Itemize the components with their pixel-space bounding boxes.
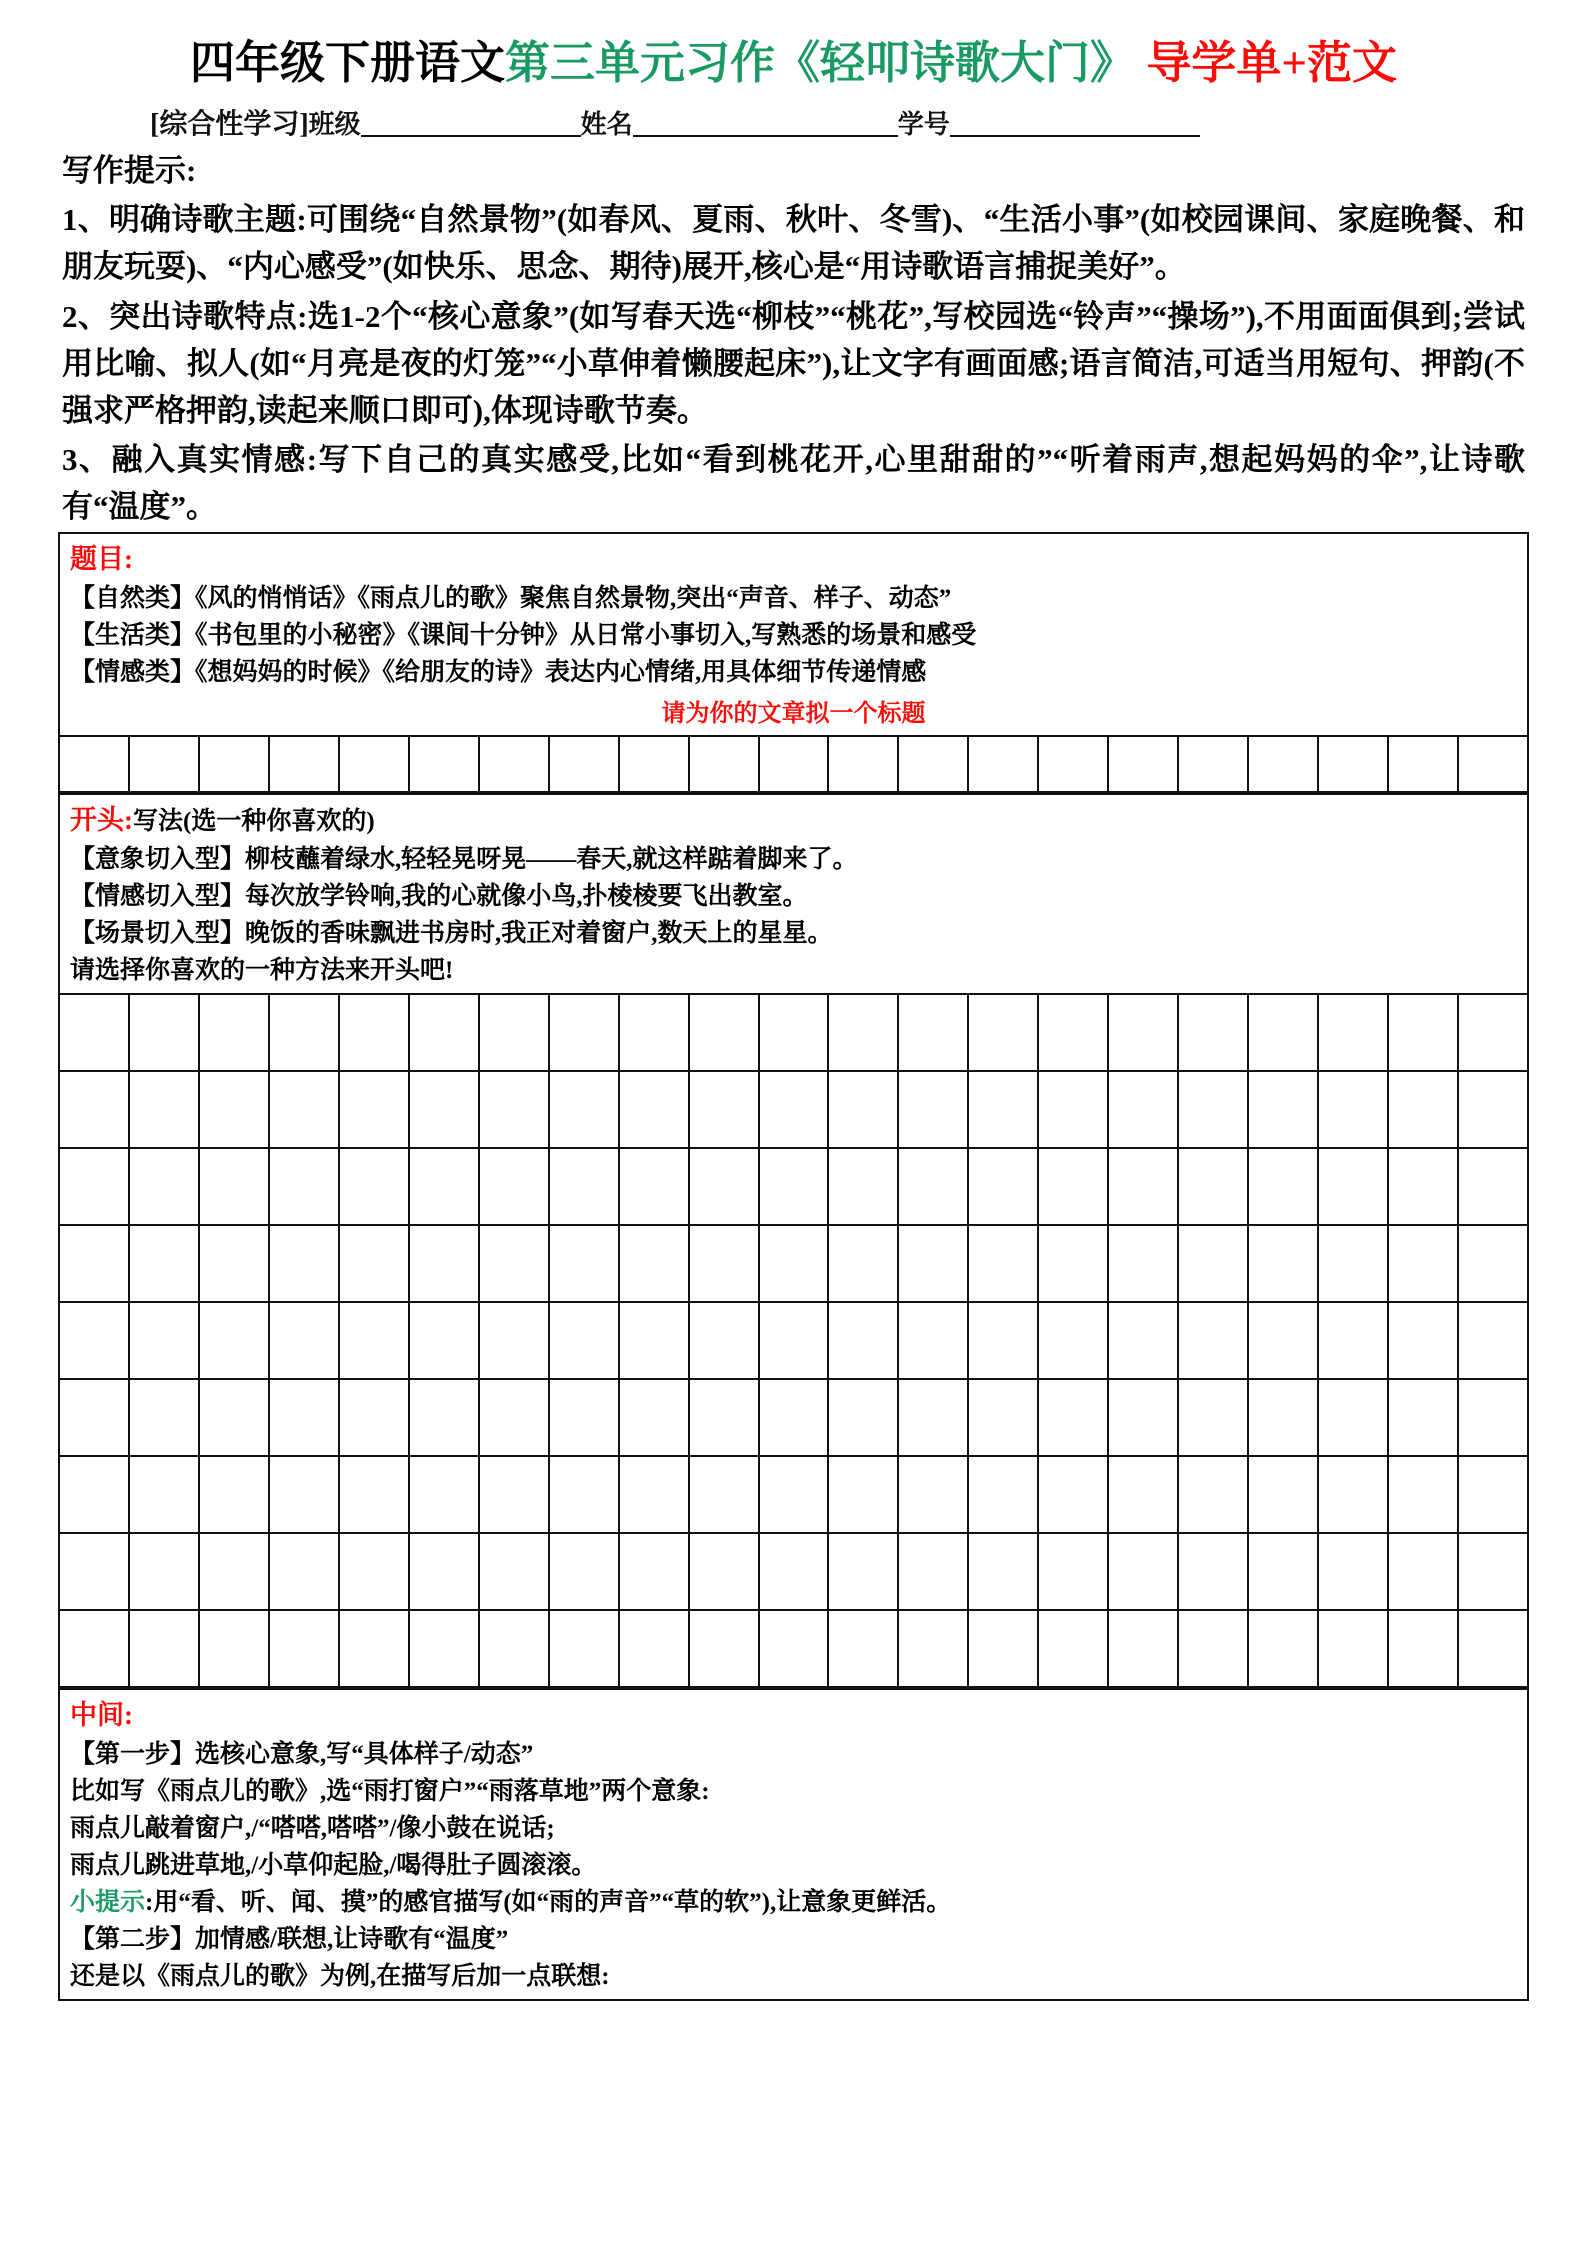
name-input-blank[interactable] (633, 111, 898, 137)
grid-cell[interactable] (130, 1380, 200, 1457)
grid-cell[interactable] (1179, 1534, 1249, 1611)
grid-cell[interactable] (1319, 1380, 1389, 1457)
grid-cell[interactable] (200, 1534, 270, 1611)
grid-cell[interactable] (899, 1534, 969, 1611)
class-label: 班级 (308, 109, 361, 139)
opening-label-row (70, 801, 1517, 841)
grid-cell[interactable] (899, 1149, 969, 1226)
grid-cell[interactable] (1179, 1226, 1249, 1303)
grid-cell[interactable] (899, 1303, 969, 1380)
grid-cell[interactable] (270, 1534, 340, 1611)
name-label: 姓名 (580, 109, 633, 139)
grid-cell[interactable] (60, 1226, 130, 1303)
grid-cell[interactable] (829, 737, 899, 793)
opening-section-label: 开头: (70, 805, 133, 835)
grid-cell[interactable] (340, 1611, 410, 1688)
grid-cell[interactable] (829, 1611, 899, 1688)
grid-cell[interactable] (620, 1534, 690, 1611)
grid-cell[interactable] (1109, 1611, 1179, 1688)
grid-cell[interactable] (1039, 1149, 1109, 1226)
grid-cell[interactable] (130, 1611, 200, 1688)
grid-cell[interactable] (1319, 1149, 1389, 1226)
grid-cell[interactable] (200, 1149, 270, 1226)
grid-cell[interactable] (1249, 1226, 1319, 1303)
grid-cell[interactable] (1179, 737, 1249, 793)
middle-section-label: 中间: (70, 1699, 133, 1730)
grid-cell[interactable] (829, 1457, 899, 1534)
grid-cell[interactable] (1109, 1149, 1179, 1226)
writing-tip-item-1: 1、明确诗歌主题:可围绕“自然景物”(如春风、夏雨、秋叶、冬雪)、“生活小事”(如校园课间、家庭晚餐、和朋友玩耍)、“内心感受”(如快乐、思念、期待)展开,核心是“用诗歌语言捕捉美好”。 (62, 202, 1525, 285)
grid-cell[interactable] (60, 1303, 130, 1380)
middle-panel (58, 1688, 1529, 2001)
grid-cell[interactable] (130, 1149, 200, 1226)
grid-cell[interactable] (200, 1226, 270, 1303)
grid-cell[interactable] (550, 1534, 620, 1611)
grid-cell[interactable] (340, 1226, 410, 1303)
grid-cell[interactable] (1249, 1380, 1319, 1457)
grid-cell[interactable] (130, 1072, 200, 1149)
grid-cell[interactable] (1109, 1380, 1179, 1457)
middle-line-step1: 【第一步】选核心意象,写“具体样子/动态” (70, 1740, 534, 1768)
grid-cell[interactable] (1319, 1457, 1389, 1534)
page-title (0, 0, 1587, 90)
grid-cell[interactable] (1039, 1303, 1109, 1380)
study-type-bracket: [综合性学习] (150, 108, 309, 140)
grid-cell[interactable] (1319, 1534, 1389, 1611)
grid-cell[interactable] (1319, 1611, 1389, 1688)
grid-cell[interactable] (550, 1226, 620, 1303)
grid-cell[interactable] (1179, 995, 1249, 1072)
grid-cell[interactable] (1039, 1380, 1109, 1457)
grid-cell[interactable] (1389, 1226, 1459, 1303)
grid-cell[interactable] (270, 1072, 340, 1149)
grid-cell[interactable] (829, 995, 899, 1072)
number-input-blank[interactable] (950, 111, 1200, 137)
grid-cell[interactable] (1109, 1457, 1179, 1534)
grid-cell[interactable] (270, 1380, 340, 1457)
grid-cell[interactable] (480, 995, 550, 1072)
grid-cell[interactable] (550, 995, 620, 1072)
grid-cell[interactable] (620, 1149, 690, 1226)
grid-cell[interactable] (480, 1226, 550, 1303)
grid-cell[interactable] (760, 995, 830, 1072)
grid-cell[interactable] (270, 1149, 340, 1226)
middle-line-step2: 【第二步】加情感/联想,让诗歌有“温度” (70, 1925, 509, 1953)
grid-cell[interactable] (550, 1303, 620, 1380)
grid-cell[interactable] (1459, 1457, 1529, 1534)
grid-cell[interactable] (829, 1534, 899, 1611)
grid-cell[interactable] (200, 1611, 270, 1688)
middle-line-example-intro: 比如写《雨点儿的歌》,选“雨打窗户”“雨落草地”两个意象: (70, 1777, 710, 1805)
grid-cell[interactable] (60, 1534, 130, 1611)
topic-prompt: 请为你的文章拟一个标题 (661, 701, 926, 727)
grid-cell[interactable] (1459, 1534, 1529, 1611)
grid-cell[interactable] (60, 995, 130, 1072)
grid-cell[interactable] (690, 1072, 760, 1149)
grid-cell[interactable] (1459, 1380, 1529, 1457)
grid-cell[interactable] (1389, 1380, 1459, 1457)
grid-cell[interactable] (1179, 1303, 1249, 1380)
grid-cell[interactable] (969, 1149, 1039, 1226)
grid-cell[interactable] (410, 1611, 480, 1688)
grid-cell[interactable] (1389, 1072, 1459, 1149)
grid-cell[interactable] (760, 1072, 830, 1149)
grid-cell[interactable] (1249, 1303, 1319, 1380)
grid-cell[interactable] (340, 1380, 410, 1457)
opening-line-imagery: 【意象切入型】柳枝蘸着绿水,轻轻晃呀晃——春天,就这样踮着脚来了。 (70, 845, 858, 873)
grid-cell[interactable] (1389, 1611, 1459, 1688)
grid-cell[interactable] (899, 1457, 969, 1534)
grid-cell[interactable] (1039, 1226, 1109, 1303)
grid-cell[interactable] (200, 995, 270, 1072)
grid-cell[interactable] (899, 1611, 969, 1688)
grid-cell[interactable] (690, 1534, 760, 1611)
writing-tips-heading: 写作提示: (62, 153, 197, 189)
grid-cell[interactable] (270, 995, 340, 1072)
grid-cell[interactable] (480, 1149, 550, 1226)
grid-cell[interactable] (760, 1303, 830, 1380)
grid-cell[interactable] (1109, 1072, 1179, 1149)
grid-cell[interactable] (1039, 1457, 1109, 1534)
grid-cell[interactable] (969, 1072, 1039, 1149)
grid-cell[interactable] (340, 1149, 410, 1226)
grid-cell[interactable] (1109, 1303, 1179, 1380)
grid-cell[interactable] (550, 1457, 620, 1534)
grid-cell[interactable] (60, 1149, 130, 1226)
grid-cell[interactable] (550, 737, 620, 793)
grid-cell[interactable] (690, 995, 760, 1072)
grid-cell[interactable] (60, 1611, 130, 1688)
composition-writing-grid[interactable] (58, 993, 1529, 1688)
grid-cell[interactable] (1459, 1149, 1529, 1226)
grid-cell[interactable] (1179, 1457, 1249, 1534)
middle-panel-body (60, 1690, 1527, 1999)
grid-cell[interactable] (969, 1226, 1039, 1303)
grid-cell[interactable] (760, 1457, 830, 1534)
middle-line-verse-2: 雨点儿跳进草地,/小草仰起脸,/喝得肚子圆滚滚。 (70, 1851, 597, 1879)
grid-cell[interactable] (620, 995, 690, 1072)
writing-tip-item-3: 3、融入真实情感:写下自己的真实感受,比如“看到桃花开,心里甜甜的”“听着雨声,想起妈妈的伞”,让诗歌有“温度”。 (62, 441, 1525, 524)
grid-cell[interactable] (1249, 1611, 1319, 1688)
grid-cell[interactable] (480, 1611, 550, 1688)
hint-label: 小提示 (70, 1888, 146, 1916)
grid-cell[interactable] (480, 1457, 550, 1534)
grid-cell[interactable] (690, 1611, 760, 1688)
writing-tips-section (0, 141, 1587, 530)
grid-cell[interactable] (410, 1534, 480, 1611)
grid-cell[interactable] (1249, 1457, 1319, 1534)
grid-cell[interactable] (1179, 1380, 1249, 1457)
grid-cell[interactable] (480, 1534, 550, 1611)
grid-cell[interactable] (200, 1380, 270, 1457)
grid-cell[interactable] (620, 1303, 690, 1380)
opening-instruction: 请选择你喜欢的一种方法来开头吧! (70, 956, 454, 984)
grid-cell[interactable] (1319, 1072, 1389, 1149)
grid-cell[interactable] (760, 1380, 830, 1457)
page-title-black: 四年级下册语文 (190, 38, 506, 88)
middle-label-row (70, 1696, 1517, 1736)
grid-cell[interactable] (480, 1380, 550, 1457)
grid-cell[interactable] (1179, 1149, 1249, 1226)
grid-cell[interactable] (410, 737, 480, 793)
middle-line-verse-1: 雨点儿敲着窗户,/“嗒嗒,嗒嗒”/像小鼓在说话; (70, 1814, 555, 1842)
topic-section-label: 题目: (70, 544, 133, 575)
grid-cell[interactable] (130, 737, 200, 793)
grid-cell[interactable] (899, 1072, 969, 1149)
grid-cell[interactable] (760, 1149, 830, 1226)
grid-cell[interactable] (620, 1380, 690, 1457)
grid-cell[interactable] (1389, 1149, 1459, 1226)
grid-cell[interactable] (270, 1457, 340, 1534)
grid-cell[interactable] (60, 1457, 130, 1534)
middle-line-hint (70, 1884, 1517, 1921)
grid-cell[interactable] (1319, 1226, 1389, 1303)
grid-cell[interactable] (829, 1303, 899, 1380)
grid-cell[interactable] (620, 1072, 690, 1149)
grid-cell[interactable] (760, 1611, 830, 1688)
grid-cell[interactable] (270, 1226, 340, 1303)
grid-cell[interactable] (410, 1380, 480, 1457)
grid-cell[interactable] (200, 1303, 270, 1380)
grid-cell[interactable] (1319, 737, 1389, 793)
grid-cell[interactable] (829, 1149, 899, 1226)
grid-cell[interactable] (1109, 1226, 1179, 1303)
grid-cell[interactable] (1249, 1149, 1319, 1226)
grid-cell[interactable] (1109, 995, 1179, 1072)
grid-cell[interactable] (130, 1303, 200, 1380)
grid-cell[interactable] (1389, 995, 1459, 1072)
grid-cell[interactable] (760, 1226, 830, 1303)
class-input-blank[interactable] (361, 111, 581, 137)
grid-cell[interactable] (550, 1149, 620, 1226)
grid-cell[interactable] (1459, 1226, 1529, 1303)
grid-cell[interactable] (410, 1072, 480, 1149)
grid-cell[interactable] (60, 1380, 130, 1457)
grid-cell[interactable] (969, 737, 1039, 793)
grid-cell[interactable] (1039, 995, 1109, 1072)
grid-cell[interactable] (969, 1534, 1039, 1611)
grid-cell[interactable] (620, 1226, 690, 1303)
grid-cell[interactable] (200, 737, 270, 793)
opening-line-emotion: 【情感切入型】每次放学铃响,我的心就像小鸟,扑棱棱要飞出教室。 (70, 882, 808, 910)
grid-cell[interactable] (1039, 737, 1109, 793)
grid-cell[interactable] (690, 737, 760, 793)
grid-cell[interactable] (1459, 737, 1529, 793)
grid-cell[interactable] (969, 1611, 1039, 1688)
title-writing-grid[interactable] (58, 735, 1529, 793)
grid-cell[interactable] (690, 1380, 760, 1457)
grid-cell[interactable] (340, 737, 410, 793)
grid-cell[interactable] (1389, 737, 1459, 793)
opening-panel (58, 793, 1529, 993)
topic-panel (58, 532, 1529, 735)
grid-cell[interactable] (270, 737, 340, 793)
grid-cell[interactable] (550, 1072, 620, 1149)
grid-cell[interactable] (1249, 995, 1319, 1072)
topic-line-emotion: 【情感类】《想妈妈的时候》《给朋友的诗》表达内心情绪,用具体细节传递情感 (70, 659, 927, 686)
grid-cell[interactable] (130, 1457, 200, 1534)
opening-panel-body (60, 795, 1527, 993)
middle-line-example2-intro: 还是以《雨点儿的歌》为例,在描写后加一点联想: (70, 1962, 610, 1990)
grid-cell[interactable] (340, 1072, 410, 1149)
grid-cell[interactable] (130, 995, 200, 1072)
grid-cell[interactable] (899, 1380, 969, 1457)
grid-cell[interactable] (270, 1611, 340, 1688)
opening-grid-wrapper (58, 993, 1529, 1688)
grid-cell[interactable] (969, 1303, 1039, 1380)
grid-cell[interactable] (1039, 1534, 1109, 1611)
grid-cell[interactable] (1249, 1072, 1319, 1149)
grid-cell[interactable] (340, 1534, 410, 1611)
page-title-green: 第三单元习作《轻叩诗歌大门》 (505, 38, 1136, 88)
number-label: 学号 (897, 109, 950, 139)
grid-cell[interactable] (760, 1534, 830, 1611)
grid-cell[interactable] (620, 1611, 690, 1688)
student-info-line (0, 108, 1587, 142)
title-grid-wrapper (58, 735, 1529, 793)
grid-cell[interactable] (480, 1072, 550, 1149)
grid-cell[interactable] (620, 737, 690, 793)
grid-cell[interactable] (130, 1534, 200, 1611)
grid-cell[interactable] (690, 1457, 760, 1534)
grid-cell[interactable] (760, 737, 830, 793)
grid-cell[interactable] (899, 1226, 969, 1303)
grid-cell[interactable] (1039, 1072, 1109, 1149)
grid-cell[interactable] (829, 1226, 899, 1303)
grid-cell[interactable] (340, 1303, 410, 1380)
grid-cell[interactable] (690, 1226, 760, 1303)
grid-cell[interactable] (550, 1611, 620, 1688)
grid-cell[interactable] (1459, 1611, 1529, 1688)
hint-text: :用“看、听、闻、摸”的感官描写(如“雨的声音”“草的软”),让意象更鲜活。 (145, 1888, 952, 1916)
grid-cell[interactable] (1459, 1303, 1529, 1380)
grid-cell[interactable] (829, 1380, 899, 1457)
grid-cell[interactable] (1109, 1534, 1179, 1611)
grid-cell[interactable] (1249, 737, 1319, 793)
writing-tip-item-2: 2、突出诗歌特点:选1-2个“核心意象”(如写春天选“柳枝”“桃花”,写校园选“铃声”“操场”),不用面面俱到;尝试用比喻、拟人(如“月亮是夜的灯笼”“小草伸着懒腰起床”),让文字有画面感;语言简洁,可适当用短句、押韵(不强求严格押韵,读起来顺口即可),体现诗歌节奏。 (62, 298, 1525, 428)
grid-cell[interactable] (480, 737, 550, 793)
grid-cell[interactable] (200, 1457, 270, 1534)
grid-cell[interactable] (130, 1226, 200, 1303)
grid-cell[interactable] (1319, 1303, 1389, 1380)
grid-cell[interactable] (1389, 1457, 1459, 1534)
grid-cell[interactable] (899, 737, 969, 793)
grid-cell[interactable] (1039, 1611, 1109, 1688)
topic-panel-body (60, 534, 1527, 735)
grid-cell[interactable] (1319, 995, 1389, 1072)
grid-cell[interactable] (60, 737, 130, 793)
grid-cell[interactable] (480, 1303, 550, 1380)
grid-cell[interactable] (1459, 995, 1529, 1072)
grid-cell[interactable] (899, 995, 969, 1072)
grid-cell[interactable] (410, 1457, 480, 1534)
opening-section-subtitle: 写法(选一种你喜欢的) (133, 808, 375, 835)
grid-cell[interactable] (550, 1380, 620, 1457)
grid-cell[interactable] (1179, 1611, 1249, 1688)
grid-cell[interactable] (690, 1303, 760, 1380)
grid-cell[interactable] (60, 1072, 130, 1149)
topic-line-life: 【生活类】《书包里的小秘密》《课间十分钟》从日常小事切入,写熟悉的场景和感受 (70, 622, 977, 649)
grid-cell[interactable] (1389, 1534, 1459, 1611)
grid-cell[interactable] (410, 1226, 480, 1303)
grid-cell[interactable] (1389, 1303, 1459, 1380)
grid-cell[interactable] (969, 1380, 1039, 1457)
grid-cell[interactable] (829, 1072, 899, 1149)
grid-cell[interactable] (340, 995, 410, 1072)
grid-cell[interactable] (1459, 1072, 1529, 1149)
topic-label-row (70, 540, 1517, 580)
grid-cell[interactable] (410, 1303, 480, 1380)
grid-cell[interactable] (410, 995, 480, 1072)
grid-cell[interactable] (410, 1149, 480, 1226)
grid-cell[interactable] (200, 1072, 270, 1149)
grid-cell[interactable] (1179, 1072, 1249, 1149)
grid-cell[interactable] (690, 1149, 760, 1226)
grid-cell[interactable] (969, 995, 1039, 1072)
grid-cell[interactable] (270, 1303, 340, 1380)
grid-cell[interactable] (969, 1457, 1039, 1534)
grid-cell[interactable] (1109, 737, 1179, 793)
grid-cell[interactable] (1249, 1534, 1319, 1611)
opening-line-scene: 【场景切入型】晚饭的香味飘进书房时,我正对着窗户,数天上的星星。 (70, 919, 833, 947)
grid-cell[interactable] (340, 1457, 410, 1534)
topic-line-nature: 【自然类】《风的悄悄话》《雨点儿的歌》聚焦自然景物,突出“声音、样子、动态” (70, 585, 952, 612)
grid-cell[interactable] (620, 1457, 690, 1534)
page-title-red: 导学单+范文 (1146, 38, 1397, 88)
